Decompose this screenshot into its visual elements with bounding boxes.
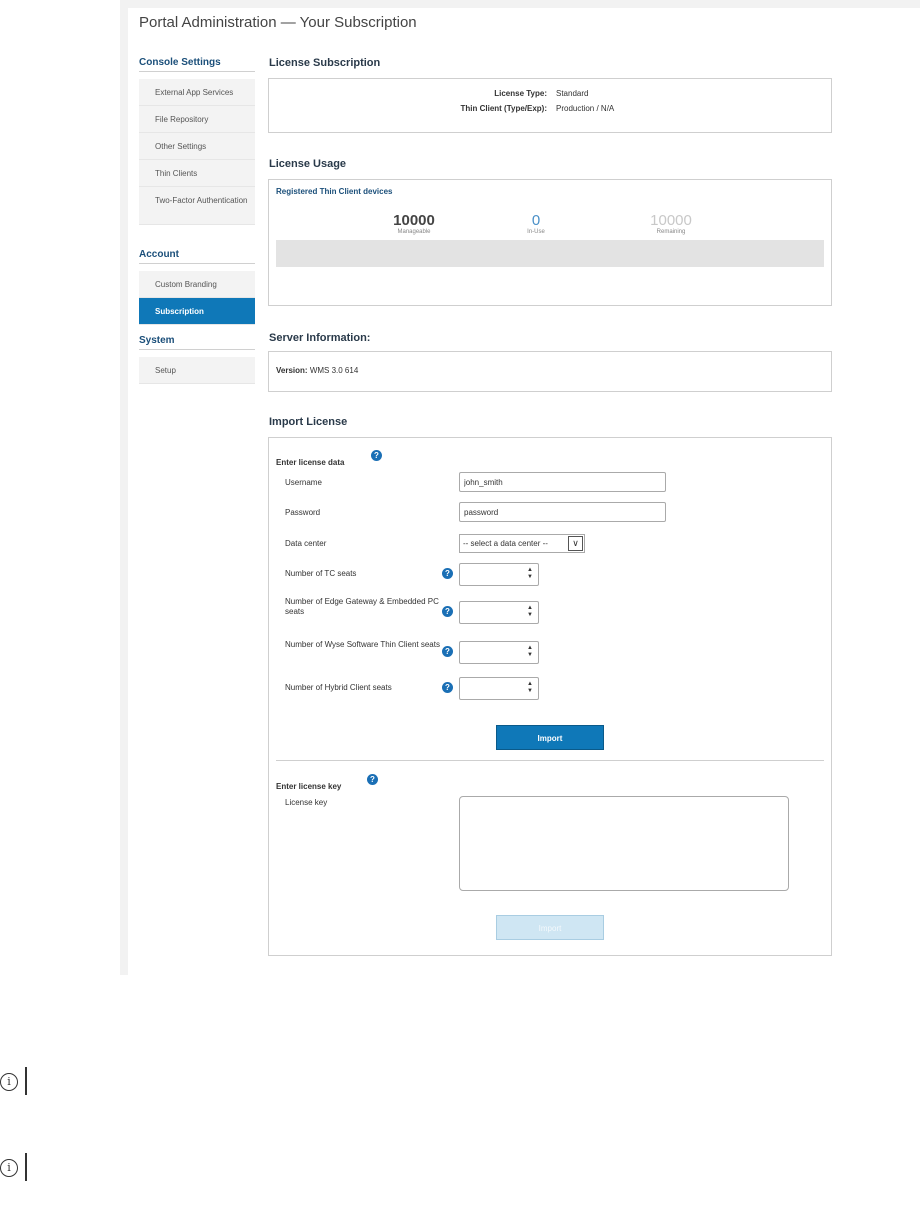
- registered-devices-title: Registered Thin Client devices: [276, 187, 393, 196]
- note-divider: [25, 1153, 27, 1181]
- sidebar-group-account: [139, 271, 255, 325]
- import-license-key-button[interactable]: Import: [496, 915, 604, 940]
- remaining-label: Remaining: [656, 229, 686, 235]
- license-key-label: License key: [285, 798, 328, 807]
- sidebar-item-two-factor-authentication[interactable]: Two-Factor Authentication: [139, 187, 255, 225]
- license-subscription-panel: [268, 78, 832, 133]
- sidebar-divider: [139, 71, 255, 72]
- help-icon[interactable]: ?: [371, 450, 382, 461]
- import-license-panel: [268, 437, 832, 956]
- sidebar-group-console-settings: [139, 79, 255, 225]
- form-divider: [276, 760, 824, 761]
- hybrid-seats-spinner[interactable]: [459, 677, 539, 700]
- usage-bar: [276, 240, 824, 267]
- info-circle-icon: i: [0, 1073, 18, 1091]
- spinner-arrows-icon[interactable]: ▲ ▼: [527, 567, 533, 580]
- help-icon[interactable]: ?: [442, 646, 453, 657]
- sidebar-heading-account: Account: [139, 249, 179, 260]
- sidebar-item-thin-clients[interactable]: Thin Clients: [139, 160, 255, 187]
- help-icon[interactable]: ?: [442, 568, 453, 579]
- import-license-heading: Import License: [269, 416, 348, 428]
- license-type-value: Standard: [556, 89, 589, 98]
- data-center-select-value: -- select a data center --: [463, 539, 548, 548]
- spinner-arrows-icon[interactable]: ▲ ▼: [527, 681, 533, 694]
- server-information-heading: Server Information:: [269, 332, 371, 344]
- thin-client-label: Thin Client (Type/Exp):: [460, 104, 547, 113]
- manageable-value: 10000: [393, 212, 435, 229]
- thin-client-value: Production / N/A: [556, 104, 615, 113]
- tc-seats-label: Number of TC seats: [285, 569, 357, 578]
- manageable-label: Manageable: [397, 229, 431, 235]
- in-use-value: 0: [531, 212, 541, 229]
- password-label: Password: [285, 508, 321, 517]
- in-use-stat: [496, 212, 576, 235]
- info-circle-icon: i: [0, 1159, 18, 1177]
- edge-seats-label: Number of Edge Gateway & Embedded PC seats: [285, 597, 439, 616]
- license-key-textarea[interactable]: [459, 796, 789, 891]
- remaining-value: 10000: [650, 212, 692, 229]
- version-value: WMS 3.0 614: [309, 366, 359, 375]
- license-data-heading: Enter license data: [276, 458, 345, 467]
- sidebar-item-file-repository[interactable]: File Repository: [139, 106, 255, 133]
- license-type-label: License Type:: [494, 89, 547, 98]
- page-title: Portal Administration — Your Subscription: [139, 14, 417, 31]
- server-information-panel: [268, 351, 832, 392]
- sidebar-divider: [139, 349, 255, 350]
- import-license-data-button[interactable]: Import: [496, 725, 604, 750]
- sidebar-item-setup[interactable]: Setup: [139, 357, 255, 384]
- help-icon[interactable]: ?: [367, 774, 378, 785]
- sidebar-heading-system: System: [139, 335, 175, 346]
- sidebar-divider: [139, 263, 255, 264]
- help-icon[interactable]: ?: [442, 682, 453, 693]
- sidebar-group-system: [139, 357, 255, 384]
- sidebar-item-custom-branding[interactable]: Custom Branding: [139, 271, 255, 298]
- chevron-down-icon[interactable]: ∨: [568, 536, 583, 551]
- remaining-stat: [631, 212, 711, 235]
- data-center-select[interactable]: [459, 534, 585, 553]
- license-usage-panel: [268, 179, 832, 306]
- sidebar-item-external-app-services[interactable]: External App Services: [139, 79, 255, 106]
- tc-seats-spinner[interactable]: [459, 563, 539, 586]
- spinner-arrows-icon[interactable]: ▲ ▼: [527, 605, 533, 618]
- help-icon[interactable]: ?: [442, 606, 453, 617]
- in-use-label: In-Use: [527, 229, 545, 235]
- sidebar-item-other-settings[interactable]: Other Settings: [139, 133, 255, 160]
- sidebar-item-subscription[interactable]: Subscription: [139, 298, 255, 325]
- manageable-stat: [374, 212, 454, 235]
- username-label: Username: [285, 478, 322, 487]
- hybrid-seats-label: Number of Hybrid Client seats: [285, 683, 392, 692]
- data-center-label: Data center: [285, 539, 327, 548]
- password-input[interactable]: [459, 502, 666, 522]
- username-input[interactable]: [459, 472, 666, 492]
- sidebar-heading-console-settings: Console Settings: [139, 57, 221, 68]
- license-usage-heading: License Usage: [269, 158, 347, 170]
- wyse-seats-label: Number of Wyse Software Thin Client seats: [285, 640, 440, 649]
- version-label: Version:: [276, 366, 308, 375]
- license-subscription-heading: License Subscription: [269, 57, 381, 69]
- spinner-arrows-icon[interactable]: ▲ ▼: [527, 645, 533, 658]
- license-key-heading: Enter license key: [276, 782, 342, 791]
- edge-seats-spinner[interactable]: [459, 601, 539, 624]
- note-divider: [25, 1067, 27, 1095]
- wyse-seats-spinner[interactable]: [459, 641, 539, 664]
- version-row: [276, 366, 358, 375]
